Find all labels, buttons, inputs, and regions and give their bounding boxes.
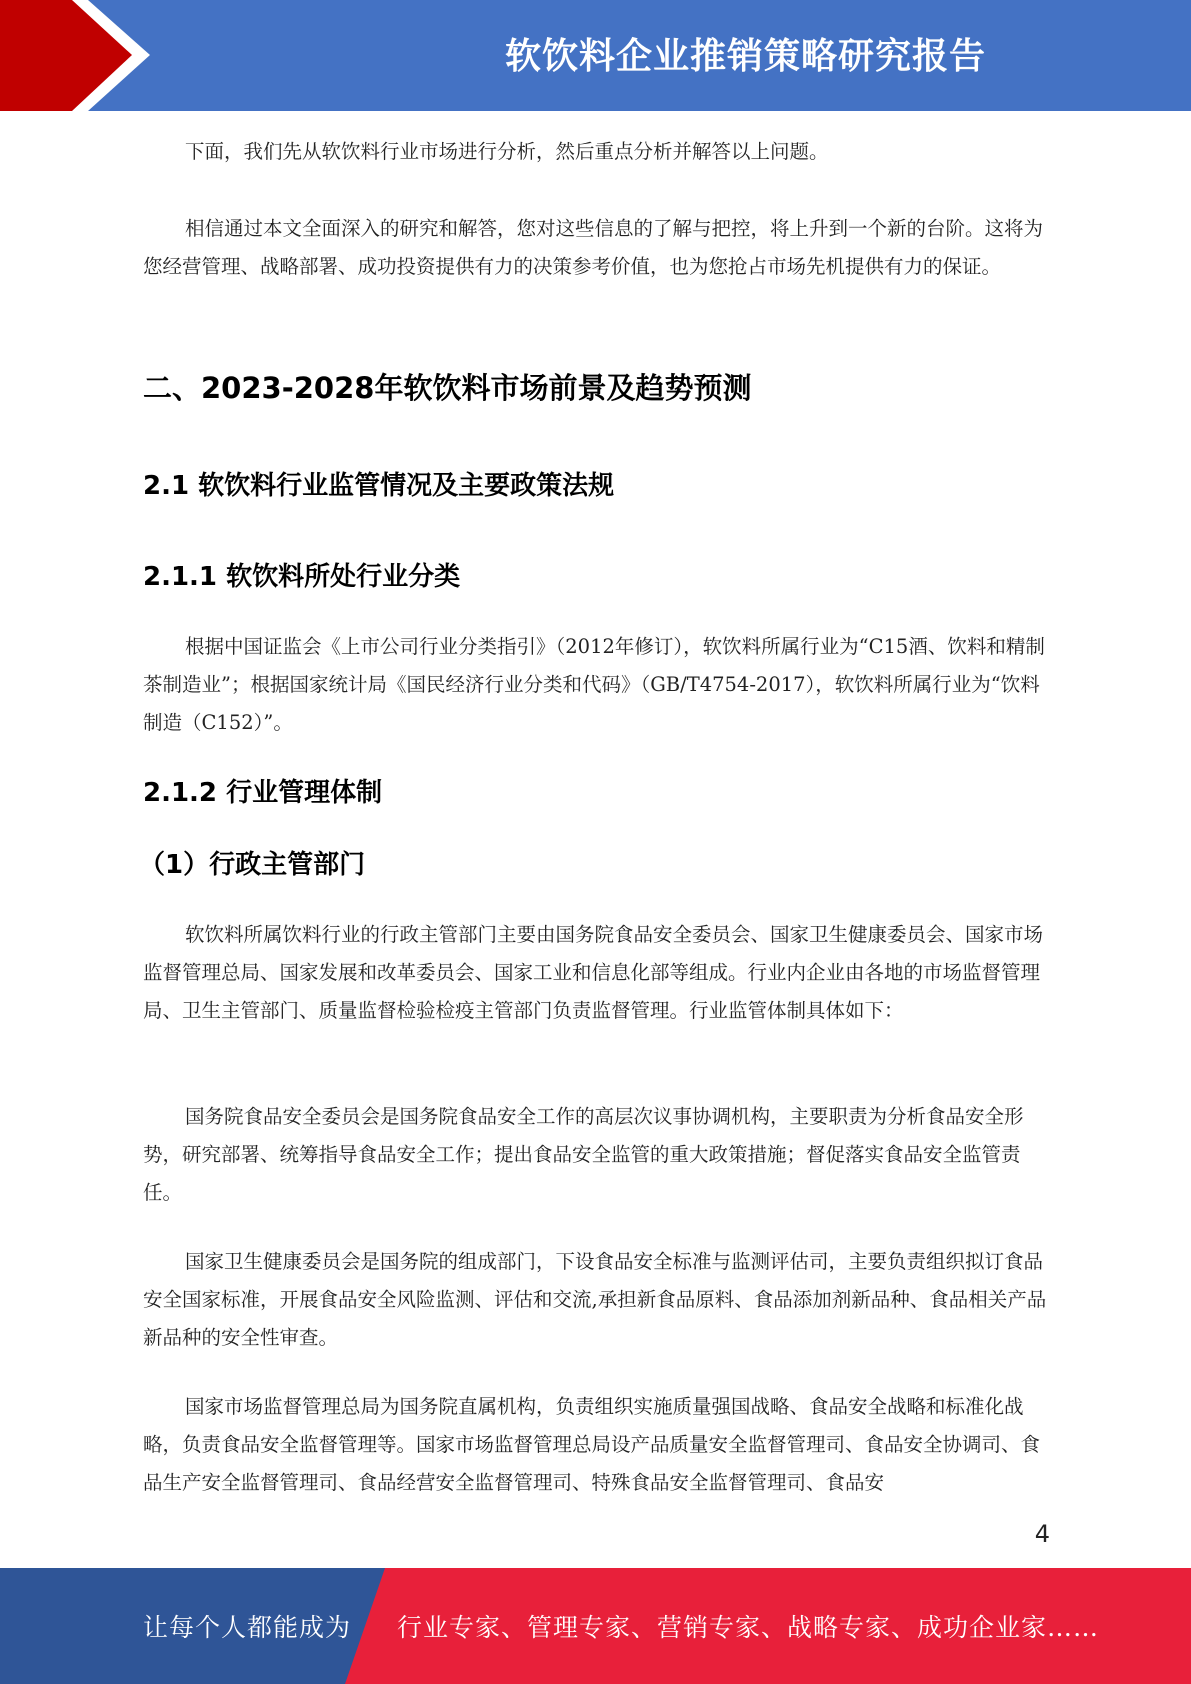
subheading-administrative-departments: （1）行政主管部门: [139, 850, 366, 880]
subsection-2-1-2-title: 2.1.2 行业管理体制: [143, 778, 383, 808]
page-header: [0, 0, 1191, 111]
header-title: 软饮料企业推销策略研究报告: [504, 35, 986, 77]
body-paragraph-1: 软饮料所属饮料行业的行政主管部门主要由国务院食品安全委员会、国家卫生健康委员会、国家市场监督管理总局、国家发展和改革委员会、国家工业和信息化部等组成。行业内企业由各地的市场监督管理局、卫生主管部门、质量监督检验检疫主管部门负责监督管理。行业监管体制具体如下：: [143, 923, 1044, 1022]
section-title: 二、2023-2028年软饮料市场前景及趋势预测: [143, 371, 752, 405]
body-paragraph-4: 国家市场监督管理总局为国务院直属机构，负责组织实施质量强国战略、食品安全战略和标准化战略，负责食品安全监督管理等。国家市场监督管理总局设产品质量安全监督管理司、食品安全协调司、食品生产安全监督管理司、食品经营安全监督管理司、特殊食品安全监督管理司、食品安: [143, 1395, 1041, 1494]
body-paragraph-2: 国务院食品安全委员会是国务院食品安全工作的高层次议事协调机构，主要职责为分析食品安全形势，研究部署、统筹指导食品安全工作；提出食品安全监管的重大政策措施；督促落实食品安全监管责任。: [143, 1105, 1024, 1204]
classification-paragraph: 根据中国证监会《上市公司行业分类指引》（2012年修订），软饮料所属行业为“C15酒、饮料和精制茶制造业”；根据国家统计局《国民经济行业分类和代码》（GB/T4754-2017），软饮料所属行业为“饮料制造（C152）”。: [143, 635, 1045, 734]
intro-paragraph-1: 下面，我们先从软饮料行业市场进行分析，然后重点分析并解答以上问题。: [185, 140, 829, 163]
body-paragraph-3: 国家卫生健康委员会是国务院的组成部门，下设食品安全标准与监测评估司，主要负责组织拟订食品安全国家标准，开展食品安全风险监测、评估和交流,承担新食品原料、食品添加剂新品种、食品相关产品新品种的安全性审查。: [143, 1250, 1047, 1349]
page-footer: [0, 1568, 1191, 1684]
subsection-2-1-title: 2.1 软饮料行业监管情况及主要政策法规: [143, 471, 615, 501]
footer-slogan-left: 让每个人都能成为: [143, 1613, 352, 1642]
page-number: 4: [1034, 1520, 1050, 1548]
intro-paragraph-2: 相信通过本文全面深入的研究和解答，您对这些信息的了解与把控，将上升到一个新的台阶。这将为您经营管理、战略部署、成功投资提供有力的决策参考价值，也为您抢占市场先机提供有力的保证。: [143, 217, 1044, 278]
footer-slogan-right: 行业专家、管理专家、营销专家、战略专家、成功企业家……: [397, 1613, 1100, 1642]
subsection-2-1-1-title: 2.1.1 软饮料所处行业分类: [143, 562, 461, 592]
